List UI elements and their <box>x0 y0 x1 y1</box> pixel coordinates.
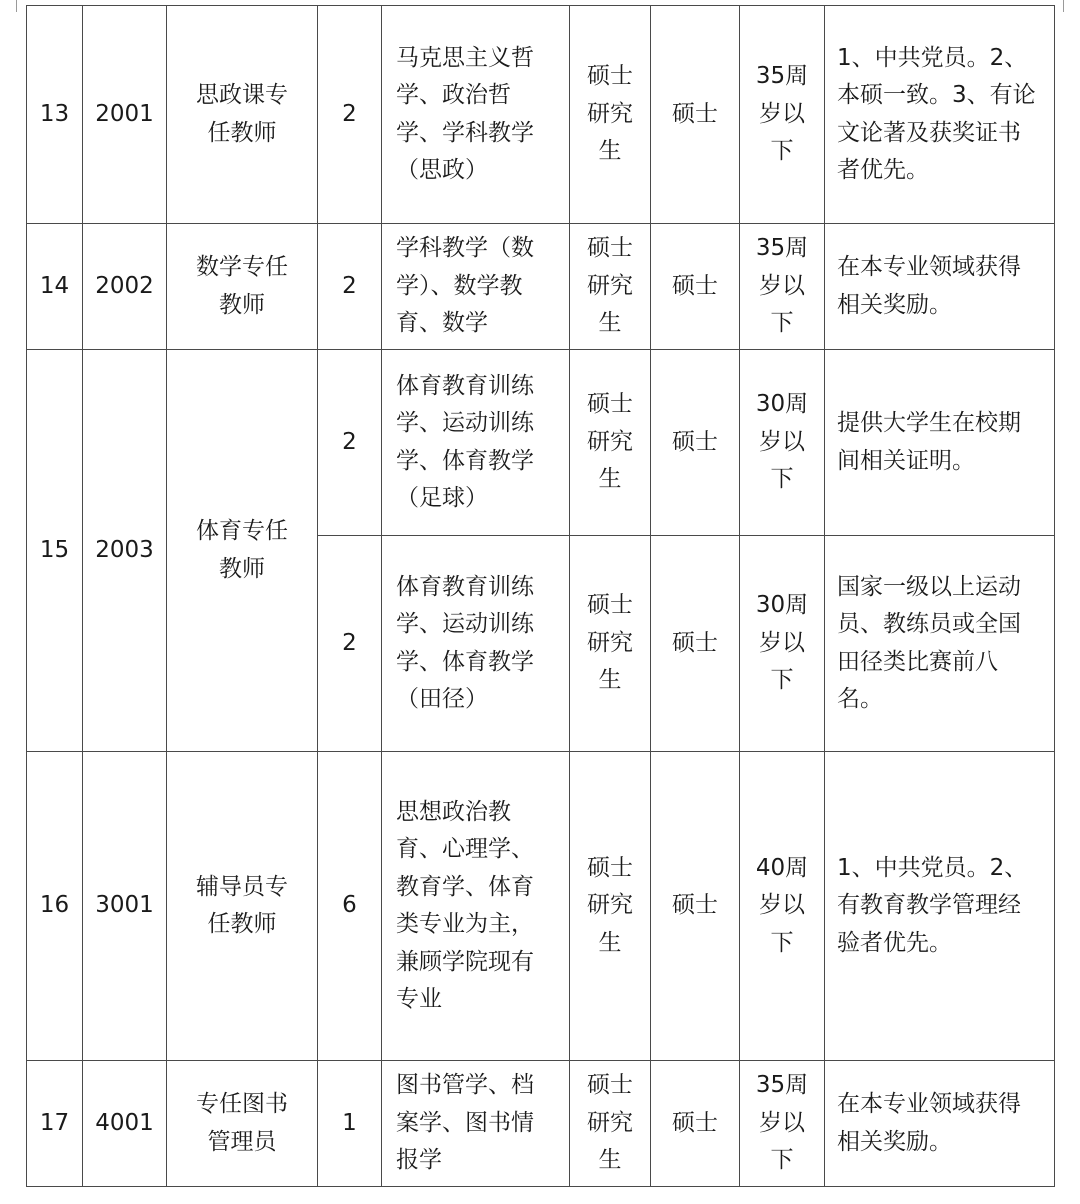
education-cell: 硕士研究生 <box>570 1061 651 1187</box>
age-cell: 35周岁以下 <box>740 224 825 350</box>
seq-cell: 16 <box>27 752 83 1061</box>
position-code-cell: 2001 <box>83 6 167 224</box>
requirement-cell: 1、中共党员。2、有教育教学管理经验者优先。 <box>825 752 1055 1061</box>
headcount-cell: 2 <box>318 6 382 224</box>
seq-cell: 14 <box>27 224 83 350</box>
position-name-cell: 专任图书管理员 <box>167 1061 318 1187</box>
education-cell: 硕士研究生 <box>570 752 651 1061</box>
age-cell: 30周岁以下 <box>740 350 825 536</box>
headcount-cell: 2 <box>318 350 382 536</box>
requirement-cell: 在本专业领域获得相关奖励。 <box>825 1061 1055 1187</box>
age-cell: 35周岁以下 <box>740 6 825 224</box>
age-cell: 40周岁以下 <box>740 752 825 1061</box>
degree-cell: 硕士 <box>651 6 740 224</box>
degree-cell: 硕士 <box>651 1061 740 1187</box>
position-code-cell: 2003 <box>83 350 167 752</box>
table-row <box>27 1061 1055 1187</box>
major-cell: 学科教学（数学）、数学教育、数学 <box>382 224 570 350</box>
degree-cell: 硕士 <box>651 350 740 536</box>
requirement-cell: 国家一级以上运动员、教练员或全国田径类比赛前八名。 <box>825 536 1055 752</box>
position-name-cell: 辅导员专任教师 <box>167 752 318 1061</box>
headcount-cell: 2 <box>318 536 382 752</box>
education-cell: 硕士研究生 <box>570 6 651 224</box>
degree-cell: 硕士 <box>651 224 740 350</box>
table-row <box>27 350 1055 536</box>
position-code-cell: 3001 <box>83 752 167 1061</box>
education-cell: 硕士研究生 <box>570 536 651 752</box>
education-cell: 硕士研究生 <box>570 224 651 350</box>
degree-cell: 硕士 <box>651 752 740 1061</box>
seq-cell: 17 <box>27 1061 83 1187</box>
major-cell: 图书管学、档案学、图书情报学 <box>382 1061 570 1187</box>
major-cell: 体育教育训练学、运动训练学、体育教学（田径） <box>382 536 570 752</box>
recruitment-table <box>26 5 1055 1187</box>
table-row <box>27 6 1055 224</box>
table-row <box>27 752 1055 1061</box>
seq-cell: 15 <box>27 350 83 752</box>
position-code-cell: 2002 <box>83 224 167 350</box>
major-cell: 思想政治教育、心理学、教育学、体育类专业为主，兼顾学院现有专业 <box>382 752 570 1061</box>
position-name-cell: 思政课专任教师 <box>167 6 318 224</box>
crop-mark-right <box>1063 0 1064 12</box>
headcount-cell: 1 <box>318 1061 382 1187</box>
headcount-cell: 2 <box>318 224 382 350</box>
crop-mark-left <box>16 0 17 12</box>
table-row <box>27 224 1055 350</box>
position-name-cell: 数学专任教师 <box>167 224 318 350</box>
requirement-cell: 在本专业领域获得相关奖励。 <box>825 224 1055 350</box>
age-cell: 35周岁以下 <box>740 1061 825 1187</box>
requirement-cell: 1、中共党员。2、本硕一致。3、有论文论著及获奖证书者优先。 <box>825 6 1055 224</box>
headcount-cell: 6 <box>318 752 382 1061</box>
position-code-cell: 4001 <box>83 1061 167 1187</box>
degree-cell: 硕士 <box>651 536 740 752</box>
requirement-cell: 提供大学生在校期间相关证明。 <box>825 350 1055 536</box>
position-name-cell: 体育专任教师 <box>167 350 318 752</box>
age-cell: 30周岁以下 <box>740 536 825 752</box>
major-cell: 马克思主义哲学、政治哲学、学科教学（思政） <box>382 6 570 224</box>
major-cell: 体育教育训练学、运动训练学、体育教学（足球） <box>382 350 570 536</box>
seq-cell: 13 <box>27 6 83 224</box>
education-cell: 硕士研究生 <box>570 350 651 536</box>
